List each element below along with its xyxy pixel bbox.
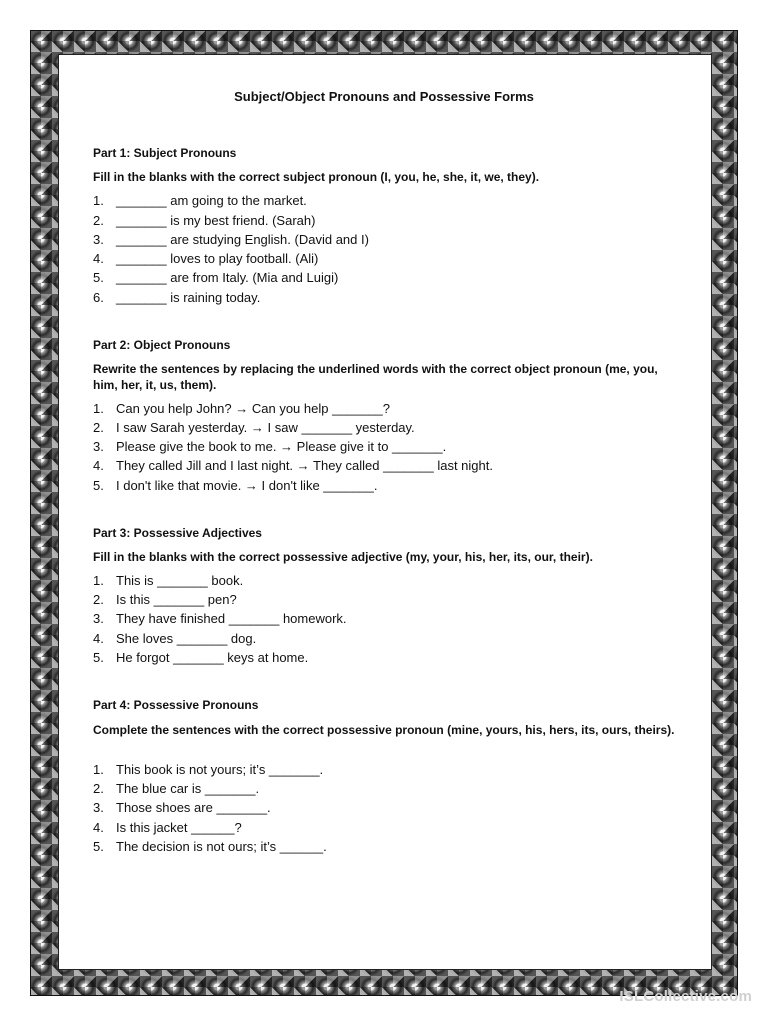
list-item: 6. _______ is raining today. xyxy=(93,290,261,305)
part4-heading: Part 4: Possessive Pronouns xyxy=(93,698,259,712)
part1-instruction: Fill in the blanks with the correct subject pronoun (I, you, he, she, it, we, they). xyxy=(93,170,540,184)
part1-heading: Part 1: Subject Pronouns xyxy=(93,146,237,160)
list-item: 2. The blue car is _______. xyxy=(93,781,260,796)
part3-instruction: Fill in the blanks with the correct possessive adjective (my, your, his, her, its, our, their). xyxy=(93,550,593,564)
part4-instruction: Complete the sentences with the correct possessive pronoun (mine, yours, his, hers, its, ours, theirs). xyxy=(93,723,675,737)
list-item: 5. I don't like that movie. → I don't like _______. xyxy=(93,478,378,493)
part2-instruction: Rewrite the sentences by replacing the underlined words with the correct object pronoun (me, you, him, her, it, us, them). xyxy=(93,362,658,392)
list-item: 1. _______ am going to the market. xyxy=(93,193,307,208)
list-item: 1. This book is not yours; it’s _______. xyxy=(93,762,324,777)
list-item: 5. _______ are from Italy. (Mia and Luigi) xyxy=(93,270,339,285)
list-item: 1. Can you help John? → Can you help _______? xyxy=(93,401,390,416)
watermark: ISLCollective.com xyxy=(619,988,752,1005)
list-item: 1. This is _______ book. xyxy=(93,573,244,588)
list-item: 5. He forgot _______ keys at home. xyxy=(93,650,309,665)
list-item: 4. She loves _______ dog. xyxy=(93,631,257,646)
list-item: 3. Please give the book to me. → Please give it to _______. xyxy=(93,439,447,454)
list-item: 2. _______ is my best friend. (Sarah) xyxy=(93,213,316,228)
list-item: 2. I saw Sarah yesterday. → I saw _______ yesterday. xyxy=(93,420,415,435)
part3-heading: Part 3: Possessive Adjectives xyxy=(93,526,262,540)
list-item: 3. They have finished _______ homework. xyxy=(93,611,347,626)
list-item: 5. The decision is not ours; it’s ______. xyxy=(93,839,327,854)
part2-heading: Part 2: Object Pronouns xyxy=(93,338,231,352)
list-item: 2. Is this _______ pen? xyxy=(93,592,237,607)
list-item: 3. _______ are studying English. (David and I) xyxy=(93,232,369,247)
list-item: 3. Those shoes are _______. xyxy=(93,800,271,815)
list-item: 4. Is this jacket ______? xyxy=(93,820,242,835)
list-item: 4. _______ loves to play football. (Ali) xyxy=(93,251,319,266)
worksheet-title: Subject/Object Pronouns and Possessive Forms xyxy=(234,89,534,104)
list-item: 4. They called Jill and I last night. → They called _______ last night. xyxy=(93,458,493,473)
